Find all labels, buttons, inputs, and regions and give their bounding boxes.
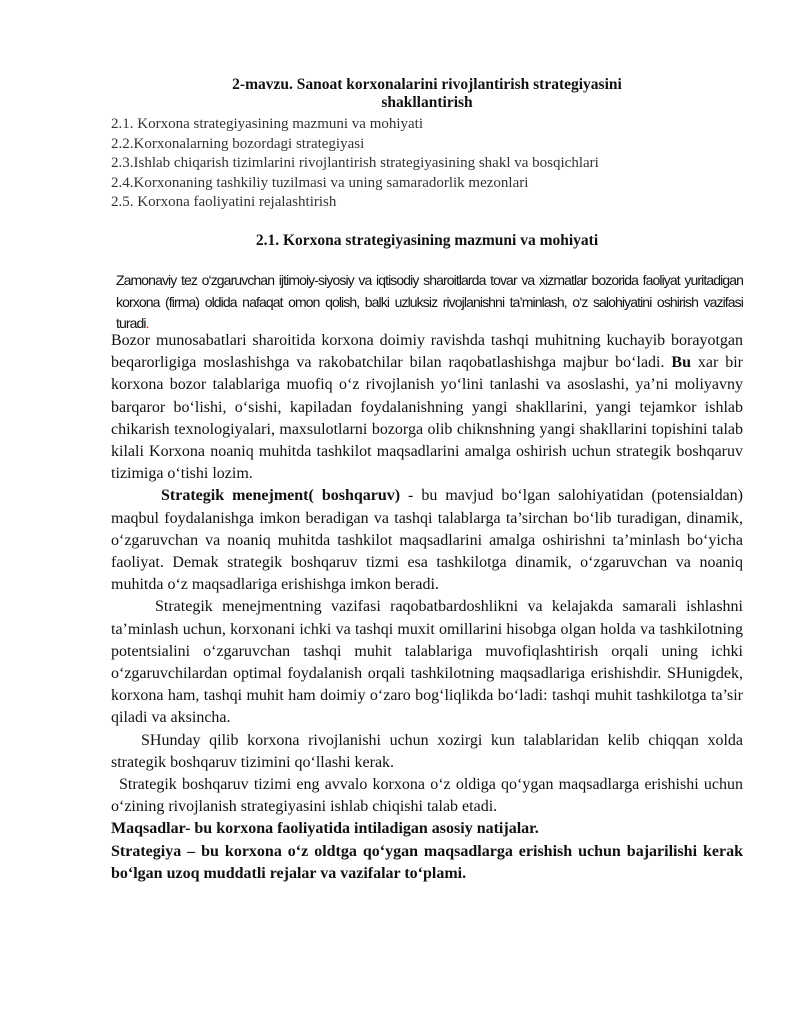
paragraph-7: Strategiya – bu korxona o‘z oldtga qo‘ygan maqsadlarga erishish uchun bajarilishi kerak bo‘lgan uzoq muddatli rejalar va vazifalar to‘plami.: [111, 842, 743, 882]
paragraph-1-text: Bozor munosabatlari sharoitida korxona doimiy ravishda tashqi muhitning kuchayib borayotgan beqarorligiga moslashishga va rakobatchilar bilan raqobatlashishga majbur bo‘ladi.: [111, 332, 743, 372]
title-line-2: shakllantirish: [381, 94, 473, 111]
toc-item: 2.5. Korxona faoliyatini rejalashtirish: [111, 194, 337, 211]
paragraph-1: [111, 330, 743, 485]
section-heading: 2.1. Korxona strategiyasining mazmuni va mohiyati: [255, 232, 599, 249]
toc-item: 2.1. Korxona strategiyasining mazmuni va mohiyati: [111, 116, 424, 132]
paragraph-4: SHunday qilib korxona rivojlanishi uchun xozirgi kun talablaridan kelib chiqqan xolda strategik boshqaruv tizimini qo‘llashi kerak.: [111, 731, 743, 771]
intro-paragraph: [116, 270, 743, 335]
intro-text: Zamonaviy tez o‘zgaruvchan ijtimoiy-siyosiy va iqtisodiy sharoitlarda tovar va xizmatlar bozorida faoliyat yuritadigan korxona (firma) oldida nafaqat omon qolish, balki uzluksiz rivojlanishni ta’minlash, o‘z salohiyatini oshirish vazifasi turadi: [116, 272, 743, 331]
table-of-contents: [111, 115, 743, 213]
paragraph-5: Strategik boshqaruv tizimi eng avvalo korxona o‘z oldiga qo‘ygan maqsadlarga erishishi uchun o‘zining rivojlanish strategiyasini ishlab chiqishi talab etadi.: [111, 776, 743, 816]
intro-dot: .: [145, 315, 149, 331]
body-text: [111, 330, 743, 885]
paragraph-3: Strategik menejmentning vazifasi raqobatbardoshlikni va kelajakda samarali ishlashni ta’minlash uchun, korxonani ichki va tashqi muxit omillarini hisobga olgan holda va tashkilotning potentsialini o‘zgaruvchan tashqi muhit talablariga muvofiqlashtirish orqali uning ichki o‘zgaruvchilardan optimal foydalanish orqali tashkilotning maqsadlariga erishishdir. SHunigdek, korxona ham, tashqi muhit ham doimiy o‘zaro bog‘liqlikda bo‘ladi: tashqi muhit tashkilotga ta’sir qiladi va aksincha.: [111, 598, 743, 727]
toc-item: 2.4.Korxonaning tashkiliy tuzilmasi va uning samaradorlik mezonlari: [111, 174, 529, 191]
document-title: [111, 76, 743, 112]
toc-item: 2.2.Korxonalarning bozordagi strategiyasi: [111, 135, 365, 152]
paragraph-2-term: Strategik menejment( boshqaruv): [161, 487, 401, 505]
paragraph-2-text: - bu mavjud bo‘lgan salohiyatidan (potensialdan) maqbul foydalanishga imkon beradigan va tashqi talablarga ta’sirchan bo‘lib turadigan, dinamik, o‘zgaruvchan va noaniq muhitda tashkilot maqsadlarini amalga oshirishni ta’minlash bo‘yicha faoliyat. Demak strategik boshqaruv tizmi esa tashkilotga dinamik, o‘zgaruvchan va noaniq muhitda o‘z maqsadlariga erishishga imkon beradi.: [111, 487, 743, 594]
paragraph-2: [111, 485, 743, 596]
paragraph-1-rest: xar bir korxona bozor talablariga muofiq o‘z rivojlanish yo‘lini tanlashi va asoslashi, ya’ni moliyavny barqaror bo‘lishi, o‘sishi, kapiladan foydalanishning yangi shakllarini, yangi tejamkor ishlab chikarish texnologiyalari, maxsulotlarni bozorga olib chiknshning yangi shakllarini topishini talab kilali Korxona noaniq muhitda tashkilot maqsadlarini amalga oshirish uchun strategik boshqaruv tizimiga o‘tishi lozim.: [111, 354, 744, 483]
paragraph-1-bold: Bu: [671, 354, 691, 372]
title-line-1: 2-mavzu. Sanoat korxonalarini rivojlantirish strategiyasini: [232, 76, 622, 93]
paragraph-6: Maqsadlar- bu korxona faoliyatida intiladigan asosiy natijalar.: [111, 820, 539, 838]
toc-item: 2.3.Ishlab chiqarish tizimlarini rivojlantirish strategiyasining shakl va bosqichlari: [111, 155, 599, 172]
